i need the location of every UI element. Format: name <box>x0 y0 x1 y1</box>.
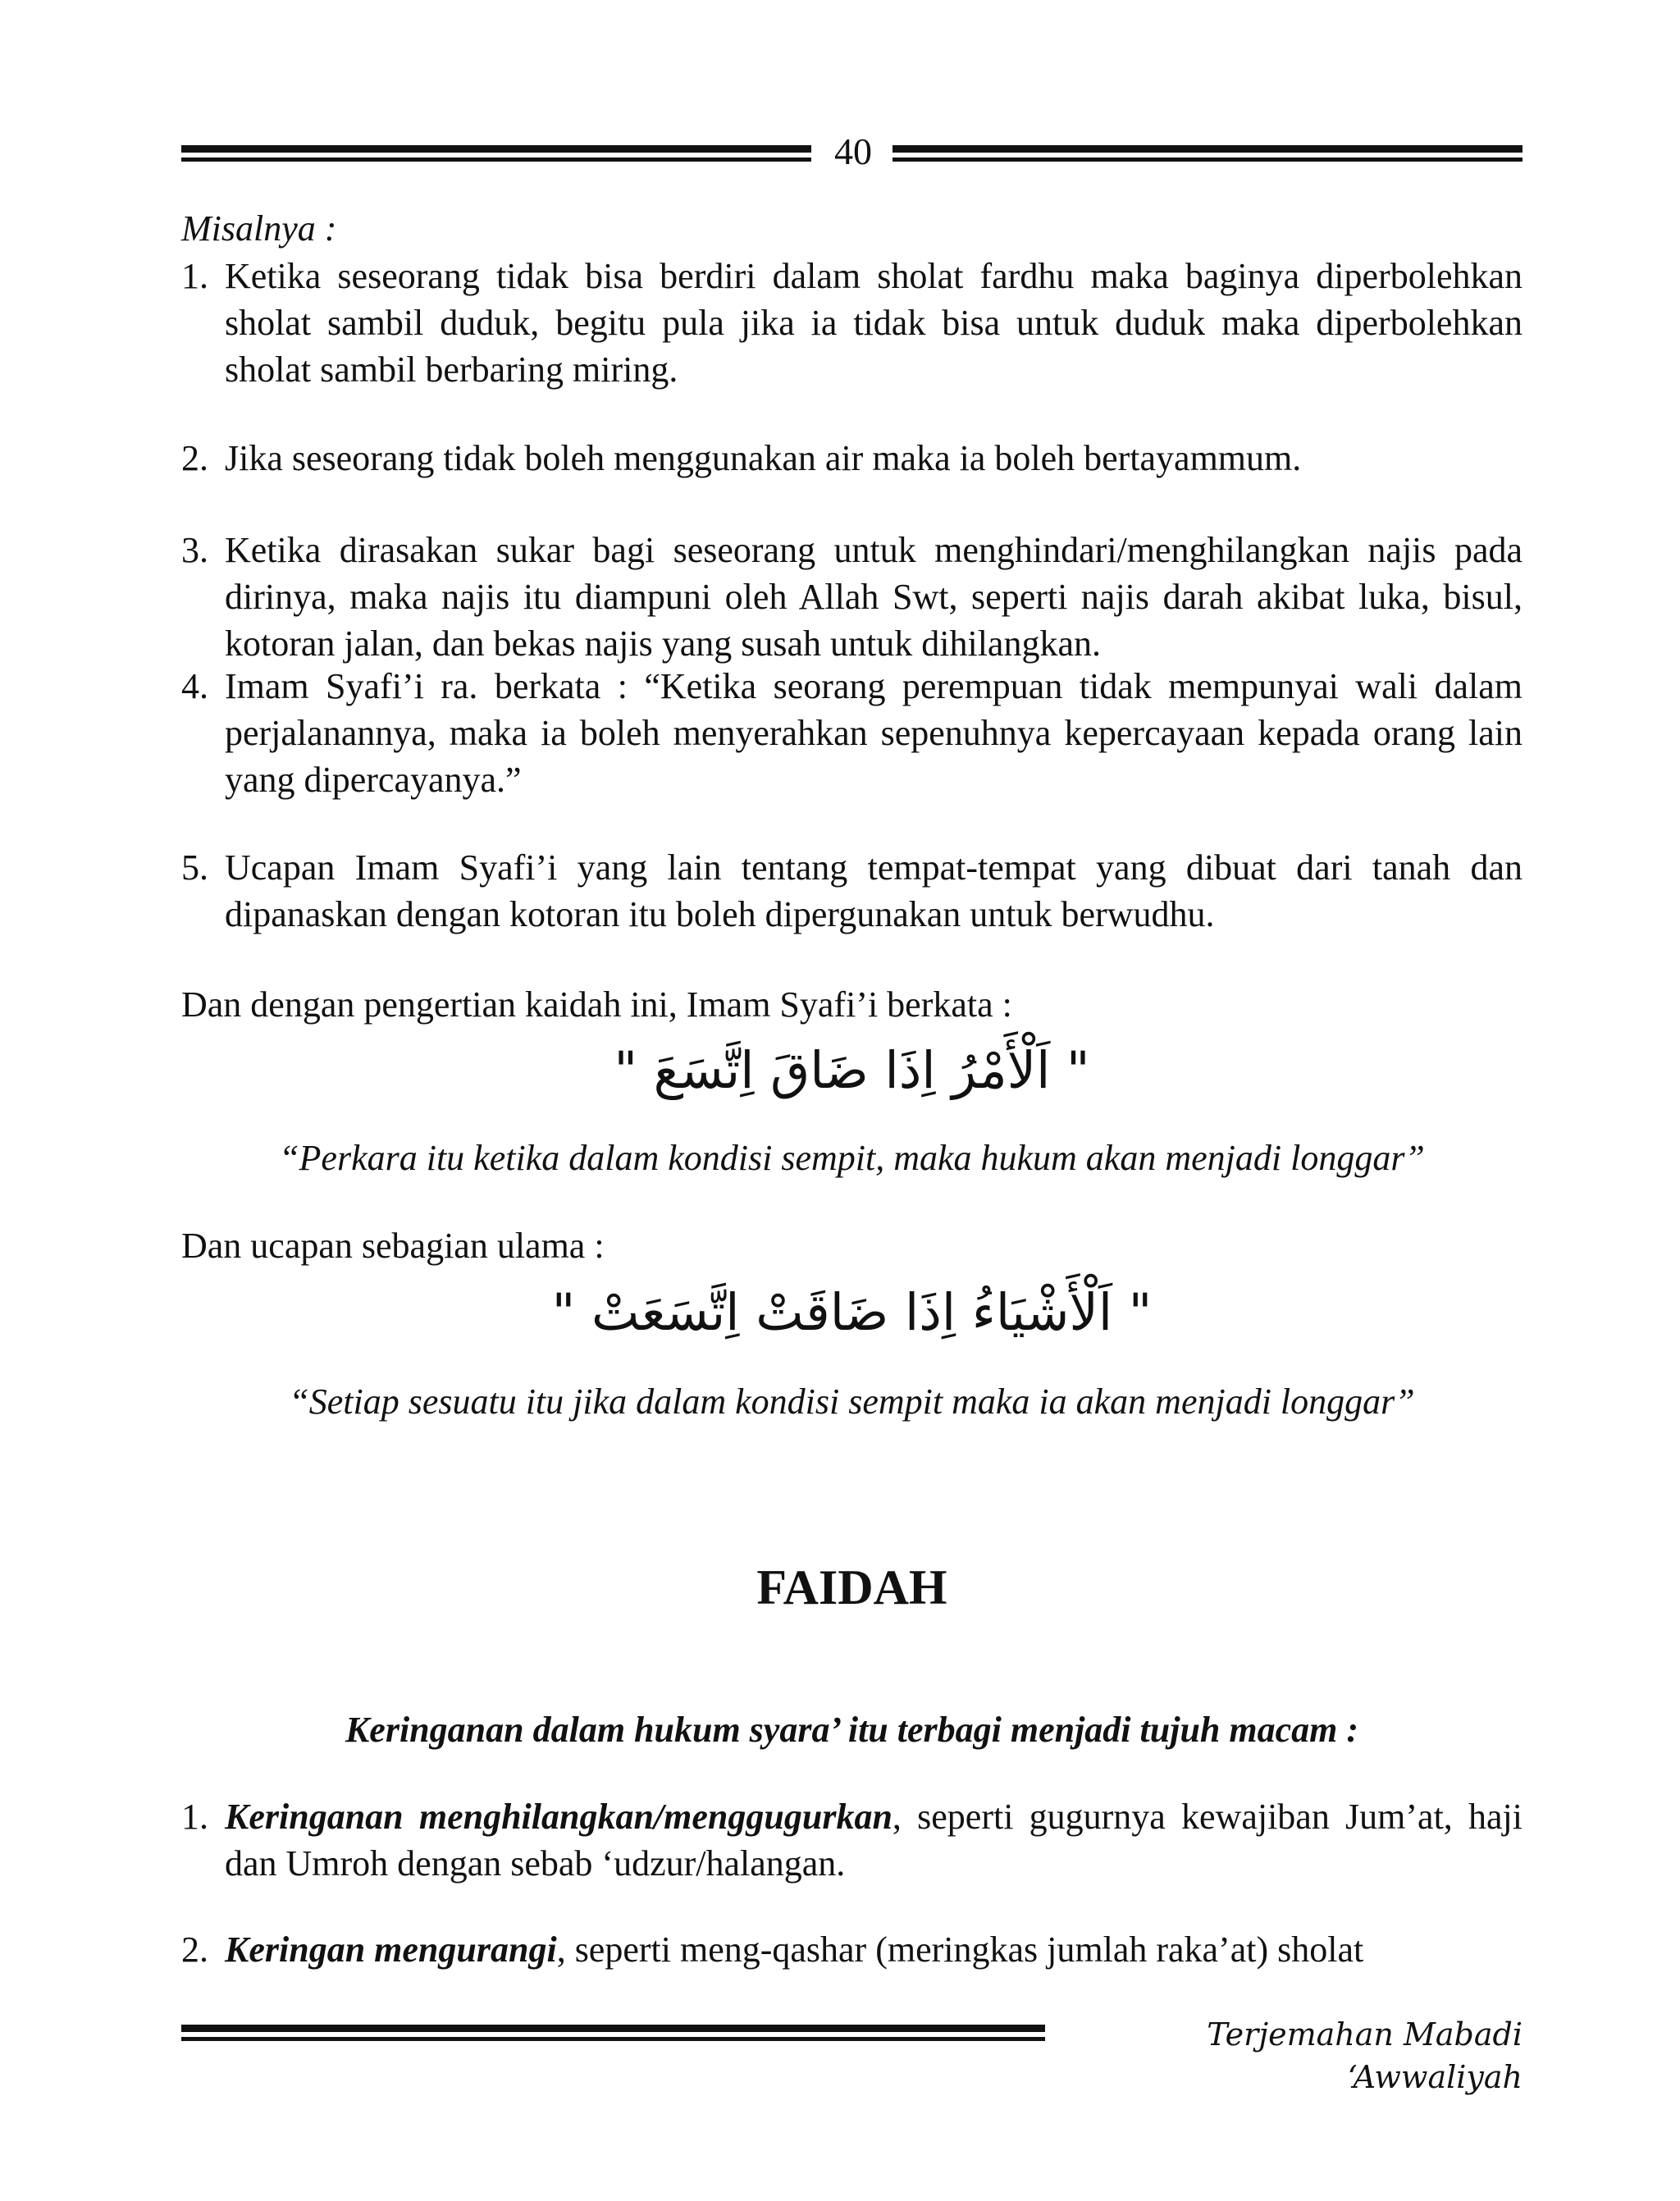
header-rule-left <box>181 145 811 162</box>
list-number: 5. <box>181 847 208 888</box>
list-item <box>181 527 1522 667</box>
quote1-lead: Dan dengan pengertian kaidah ini, Imam Syafi’i berkata : <box>181 984 1012 1025</box>
list-number: 1. <box>181 256 208 296</box>
list-item <box>181 663 1522 803</box>
quote2-translation: “Setiap sesuatu itu jika dalam kondisi sempit maka ia akan menjadi longgar” <box>289 1381 1415 1422</box>
list-item <box>181 1926 1522 1973</box>
list-number: 1. <box>181 1797 208 1837</box>
list-text: Ketika dirasakan sukar bagi seseorang untuk menghindari/menghilangkan najis pada dirinya, maka najis itu diampuni oleh Allah Swt, seperti najis darah akibat luka, bisul, kotoran jalan, dan bekas najis yang susah untuk dihilangkan. <box>225 530 1522 664</box>
list-text: Imam Syafi’i ra. berkata : “Ketika seorang perempuan tidak mempunyai wali dalam perjalanannya, maka ia boleh menyerahkan sepenuhnya kepercayaan kepada orang lain yang dipercayanya.” <box>225 666 1522 800</box>
list-text: Jika seseorang tidak boleh menggunakan air maka ia boleh bertayammum. <box>225 438 1302 478</box>
list-number: 3. <box>181 530 208 570</box>
quote2-lead: Dan ucapan sebagian ulama : <box>181 1226 605 1266</box>
list-text: Ketika seseorang tidak bisa berdiri dalam sholat fardhu maka baginya diperbolehkan sholat sambil duduk, begitu pula jika ia tidak bisa untuk duduk maka diperbolehkan sholat sambil berbaring miring. <box>225 256 1522 390</box>
list-item <box>181 844 1522 938</box>
intro-label: Misalnya : <box>181 208 337 249</box>
list-item <box>181 435 1522 482</box>
list-text: , seperti gugurnya kewajiban Jum’at, haji dan Umroh dengan sebab ‘udzur/halangan. <box>225 1797 1522 1884</box>
page-number: 40 <box>834 130 872 172</box>
quote1-translation: “Perkara itu ketika dalam kondisi sempit, maka hukum akan menjadi longgar” <box>279 1138 1425 1178</box>
quote1-arabic: " اَلْأَمْرُ اِذَا ضَاقَ اِتَّسَعَ " <box>614 1040 1090 1100</box>
list-item <box>181 253 1522 393</box>
footer-book-title: Terjemahan Mabadi ‘Awwaliyah <box>1207 2016 1522 2095</box>
list-number: 4. <box>181 666 208 706</box>
list-item <box>181 1793 1522 1887</box>
section-heading: FAIDAH <box>756 1560 947 1614</box>
section-subheading: Keringanan dalam hukum syara’ itu terbagi menjadi tujuh macam : <box>345 1710 1359 1750</box>
list-term: Keringanan menghilangkan/menggugurkan <box>225 1797 892 1837</box>
list-text: Ucapan Imam Syafi’i yang lain tentang tempat-tempat yang dibuat dari tanah dan dipanaskan dengan kotoran itu boleh dipergunakan untuk berwudhu. <box>225 847 1522 934</box>
header-rule-right <box>892 145 1522 162</box>
list-term: Keringan mengurangi <box>225 1929 557 1970</box>
list-text: , seperti meng-qashar (meringkas jumlah raka’at) sholat <box>556 1929 1364 1970</box>
list-number: 2. <box>181 438 208 478</box>
footer-rule <box>181 2025 1045 2041</box>
list-number: 2. <box>181 1929 208 1970</box>
quote2-arabic: " اَلْأَشْيَاءُ اِذَا ضَاقَتْ اِتَّسَعَتْ " <box>551 1282 1153 1342</box>
